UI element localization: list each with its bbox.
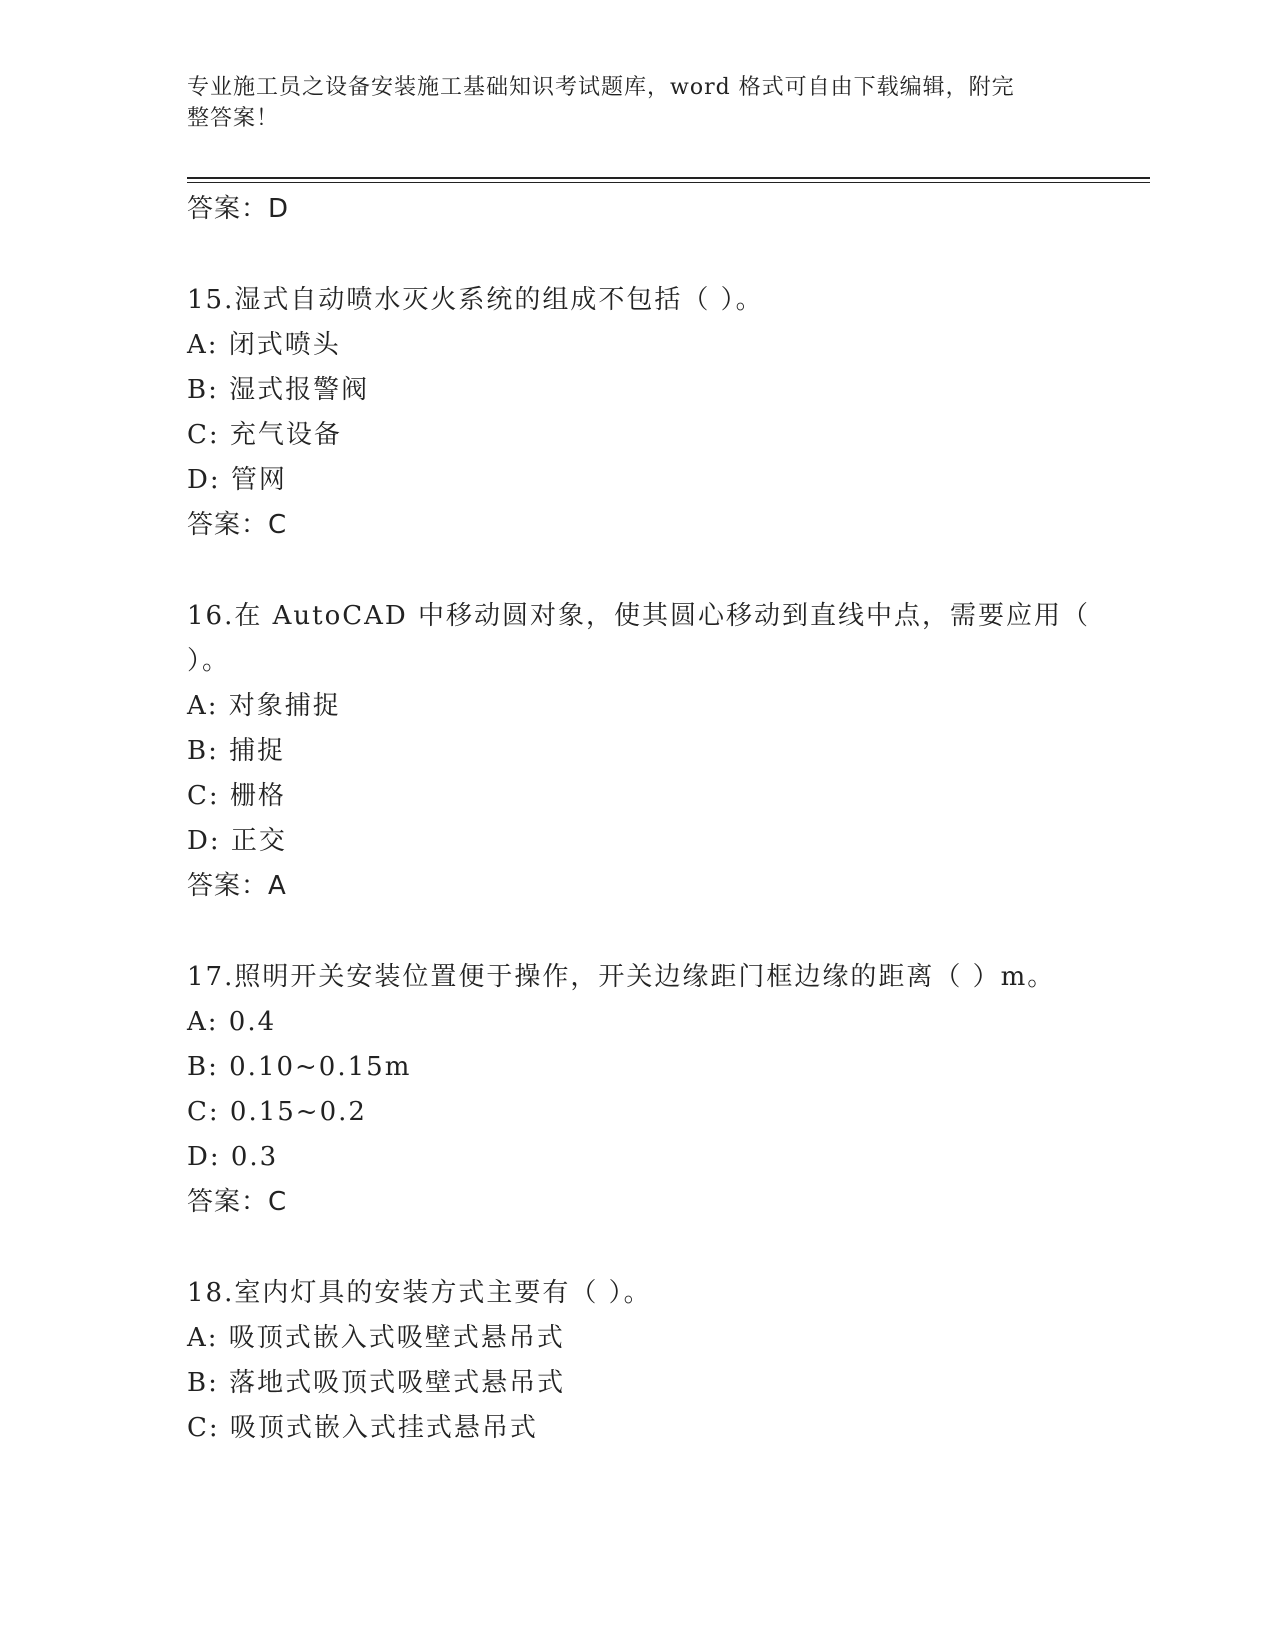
question-15-option-b: B: 湿式报警阀 <box>187 375 370 405</box>
question-18-stem: 18.室内灯具的安装方式主要有（ ）。 <box>187 1278 652 1308</box>
question-17-option-a: A: 0.4 <box>187 1007 277 1037</box>
question-17-answer: 答案：C <box>187 1187 288 1217</box>
question-16-option-c: C: 栅格 <box>187 781 286 811</box>
question-17-option-c: C: 0.15~0.2 <box>187 1097 367 1127</box>
question-15-stem: 15.湿式自动喷水灭火系统的组成不包括（ ）。 <box>187 285 764 315</box>
question-15-option-a: A: 闭式喷头 <box>187 330 341 360</box>
question-16-stem-line-1: 16.在 AutoCAD 中移动圆对象，使其圆心移动到直线中点，需要应用（ <box>187 601 1091 631</box>
document-header <box>187 72 1067 134</box>
question-15-answer: 答案：C <box>187 510 288 540</box>
question-18-option-c: C: 吸顶式嵌入式挂式悬吊式 <box>187 1413 538 1443</box>
question-16-option-d: D: 正交 <box>187 826 287 856</box>
question-15-option-d: D: 管网 <box>187 465 287 495</box>
question-16-option-a: A: 对象捕捉 <box>187 691 341 721</box>
header-line-1: 专业施工员之设备安装施工基础知识考试题库，word 格式可自由下载编辑，附完 <box>187 75 1015 100</box>
header-line-2: 整答案！ <box>187 106 280 131</box>
question-18-option-a: A: 吸顶式嵌入式吸壁式悬吊式 <box>187 1323 565 1353</box>
question-17-stem: 17.照明开关安装位置便于操作，开关边缘距门框边缘的距离（ ）m。 <box>187 962 1056 992</box>
question-17-option-d: D: 0.3 <box>187 1142 279 1172</box>
question-18-option-b: B: 落地式吸顶式吸壁式悬吊式 <box>187 1368 566 1398</box>
question-16-stem-line-2: ）。 <box>187 646 231 676</box>
question-16-option-b: B: 捕捉 <box>187 736 286 766</box>
previous-answer: 答案：D <box>187 194 290 224</box>
question-17-option-b: B: 0.10~0.15m <box>187 1052 412 1082</box>
question-16-answer: 答案：A <box>187 871 287 901</box>
question-15-option-c: C: 充气设备 <box>187 420 342 450</box>
header-divider <box>187 177 1150 183</box>
